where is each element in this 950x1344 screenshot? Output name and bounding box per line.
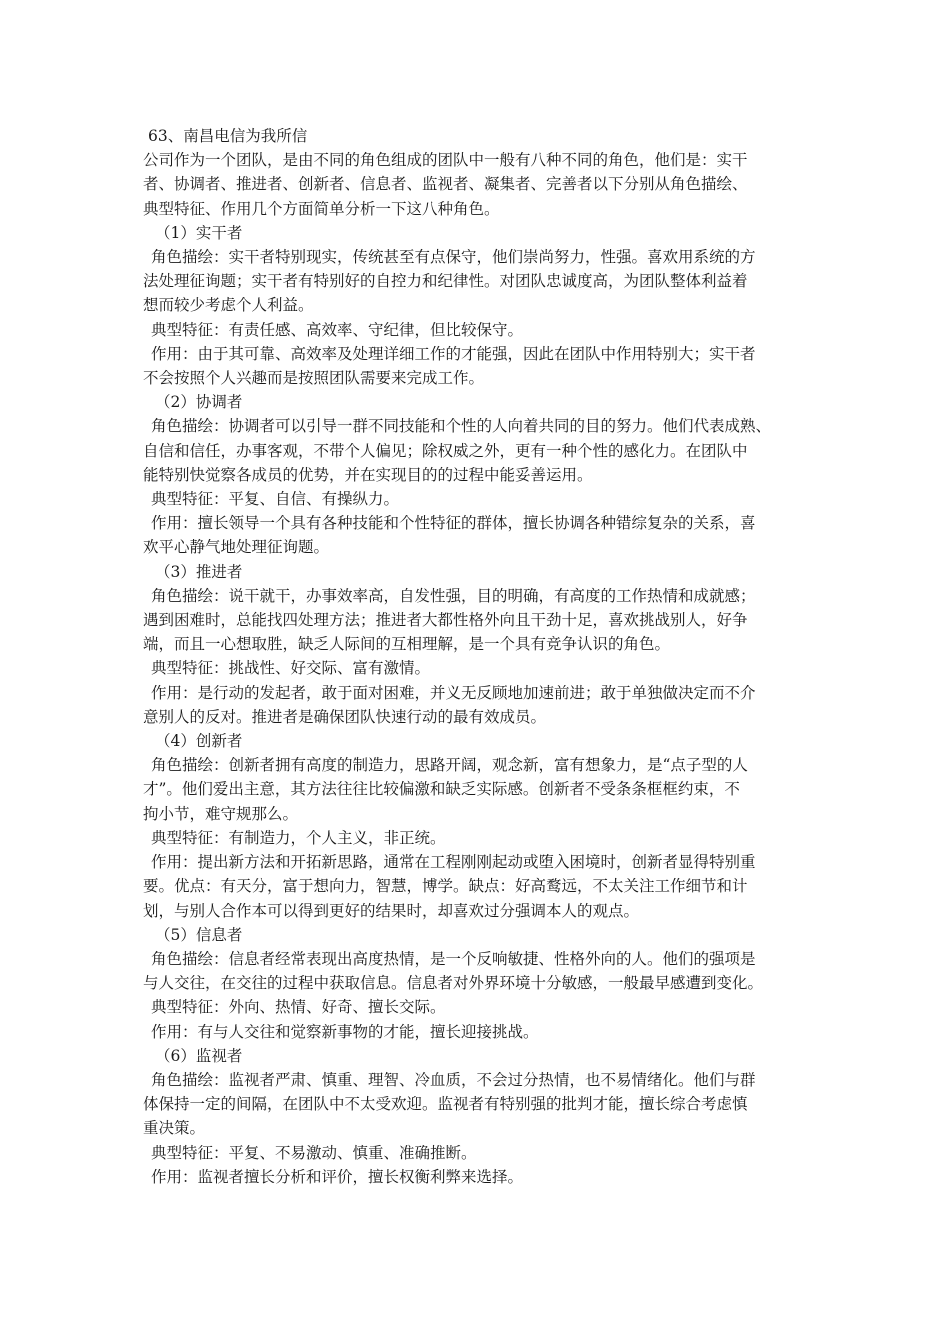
text-line: 才”。他们爱出主意，其方法往往比较偏激和缺乏实际感。创新者不受条条框框约束，不 — [143, 780, 740, 799]
text-line: 公司作为一个团队，是由不同的角色组成的团队中一般有八种不同的角色，他们是：实干 — [143, 151, 748, 170]
text-line: 作用：提出新方法和开拓新思路，通常在工程刚刚起动或堕入困境时，创新者显得特别重 — [151, 853, 756, 872]
text-line: 法处理征询题；实干者有特别好的自控力和纪律性。对团队忠诚度高，为团队整体利益着 — [143, 272, 748, 291]
section-heading: （2）协调者 — [155, 393, 243, 412]
text-line: 角色描绘：信息者经常表现出高度热情，是一个反响敏捷、性格外向的人。他们的强项是 — [151, 949, 756, 968]
text-line: 角色描绘：实干者特别现实，传统甚至有点保守，他们崇尚努力，性强。喜欢用系统的方 — [151, 248, 756, 267]
text-line: 与人交往，在交往的过程中获取信息。信息者对外界环境十分敏感，一般最早感遭到变化。 — [143, 974, 764, 993]
text-line: 角色描绘：说干就干，办事效率高，自发性强，目的明确，有高度的工作热情和成就感； — [151, 586, 756, 605]
text-line: 作用：是行动的发起者，敢于面对困难，并义无反顾地加速前进；敢于单独做决定而不介 — [151, 683, 756, 702]
text-line: 作用：擅长领导一个具有各种技能和个性特征的群体，擅长协调各种错综复杂的关系，喜 — [151, 514, 756, 533]
text-line: 能特别快觉察各成员的优势，并在实现目的的过程中能妥善运用。 — [143, 465, 593, 484]
text-line: 典型特征：有制造力，个人主义，非正统。 — [151, 828, 446, 847]
text-line: 典型特征：平复、自信、有操纵力。 — [151, 490, 400, 509]
text-line: 意别人的反对。推进者是确保团队快速行动的最有效成员。 — [143, 707, 547, 726]
text-line: 不会按照个人兴趣而是按照团队需要来完成工作。 — [143, 369, 485, 388]
text-line: 欢平心静气地处理征询题。 — [143, 538, 330, 557]
document-title: 63、南昌电信为我所信 — [148, 127, 308, 145]
text-line: 作用：监视者擅长分析和评价，擅长权衡利弊来选择。 — [151, 1167, 524, 1186]
text-line: 典型特征、作用几个方面简单分析一下这八种角色。 — [143, 199, 500, 218]
text-line: 遇到困难时，总能找四处理方法；推进者大都性格外向且干劲十足，喜欢挑战别人，好争 — [143, 611, 748, 630]
text-line: 想而较少考虑个人利益。 — [143, 296, 314, 315]
text-line: 重决策。 — [143, 1119, 206, 1138]
document-body — [143, 124, 823, 1189]
section-heading: （4）创新者 — [155, 732, 243, 751]
section-heading: （3）推进者 — [155, 562, 243, 581]
section-heading: （1）实干者 — [155, 223, 243, 242]
section-heading: （5）信息者 — [155, 925, 243, 944]
text-line: 拘小节，难守规那么。 — [143, 804, 299, 823]
text-line: 典型特征：平复、不易激动、慎重、准确推断。 — [151, 1143, 477, 1162]
text-line: 者、协调者、推进者、创新者、信息者、监视者、凝集者、完善者以下分别从角色描绘、 — [143, 175, 748, 194]
text-line: 典型特征：有责任感、高效率、守纪律，但比较保守。 — [151, 320, 524, 339]
text-line: 端，而且一心想取胜，缺乏人际间的互相理解，是一个具有竞争认识的角色。 — [143, 635, 671, 654]
text-line: 作用：有与人交往和觉察新事物的才能，擅长迎接挑战。 — [151, 1022, 539, 1041]
text-line: 作用：由于其可靠、高效率及处理详细工作的才能强，因此在团队中作用特别大；实干者 — [151, 344, 756, 363]
text-line: 典型特征：挑战性、好交际、富有激情。 — [151, 659, 431, 678]
section-heading: （6）监视者 — [155, 1046, 243, 1065]
text-line: 体保持一定的间隔，在团队中不太受欢迎。监视者有特别强的批判才能，擅长综合考虑慎 — [143, 1095, 748, 1114]
text-line: 要。优点：有天分，富于想向力，智慧，博学。缺点：好高鹜远，不太关注工作细节和计 — [143, 877, 748, 896]
text-line: 划，与别人合作本可以得到更好的结果时，却喜欢过分强调本人的观点。 — [143, 901, 640, 920]
text-line: 典型特征：外向、热情、好奇、擅长交际。 — [151, 998, 446, 1017]
text-line: 自信和信任，办事客观，不带个人偏见；除权威之外，更有一种个性的感化力。在团队中 — [143, 441, 748, 460]
text-line: 角色描绘：协调者可以引导一群不同技能和个性的人向着共同的目的努力。他们代表成熟、 — [151, 417, 772, 436]
text-line: 角色描绘：创新者拥有高度的制造力，思路开阔，观念新，富有想象力，是“点子型的人 — [151, 756, 748, 775]
text-line: 角色描绘：监视者严肃、慎重、理智、冷血质，不会过分热情，也不易情绪化。他们与群 — [151, 1070, 756, 1089]
